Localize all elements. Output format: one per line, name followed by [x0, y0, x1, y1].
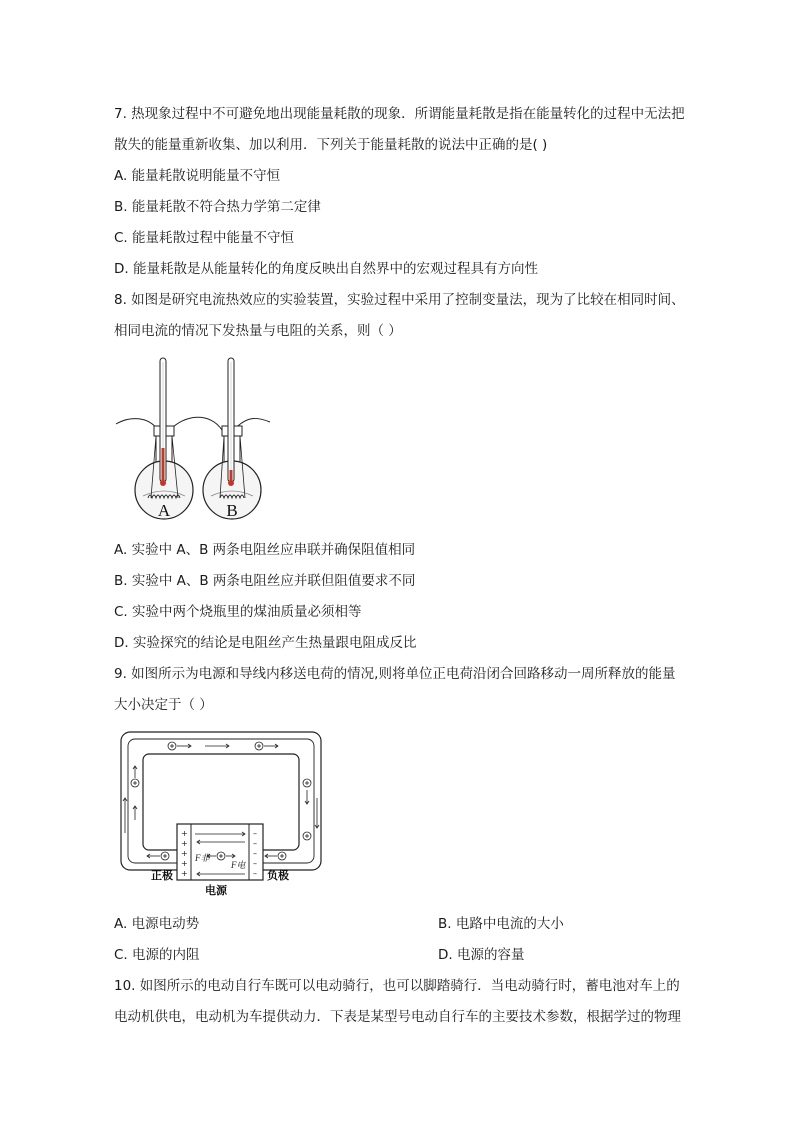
svg-text:+: +	[181, 869, 188, 878]
q9-circuit-figure	[117, 728, 325, 900]
flask-a	[135, 358, 193, 520]
q7-option-c: C. 能量耗散过程中能量不守恒	[114, 230, 295, 246]
q7-option-d: D. 能量耗散是从能量转化的角度反映出自然界中的宏观过程具有方向性	[114, 261, 538, 277]
svg-text:–: –	[253, 849, 257, 858]
svg-text:–: –	[253, 839, 257, 848]
q7-stem-line2: 散失的能量重新收集、加以利用．下列关于能量耗散的说法中正确的是( )	[114, 137, 548, 153]
svg-text:–: –	[253, 829, 257, 838]
q8-stem-line2: 相同电流的情况下发热量与电阻的关系，则（ ）	[114, 323, 402, 339]
flask-a-label: A	[157, 501, 171, 520]
q7-option-b: B. 能量耗散不符合热力学第二定律	[114, 199, 321, 215]
q9-option-d: D. 电源的容量	[438, 947, 525, 963]
q8-stem-line1: 8. 如图是研究电流热效应的实验装置，实验过程中采用了控制变量法，现为了比较在相同时间、	[114, 292, 685, 308]
q10-stem-line1: 10. 如图所示的电动自行车既可以电动骑行，也可以脚踏骑行．当电动骑行时，蓄电池对车上的	[114, 978, 680, 994]
q9-option-b: B. 电路中电流的大小	[438, 916, 564, 932]
power-source-label: 电源	[205, 884, 227, 897]
svg-text:+: +	[181, 859, 188, 868]
q10-stem-line2: 电动机供电，电动机为车提供动力．下表是某型号电动自行车的主要技术参数，根据学过的物理	[114, 1009, 681, 1025]
q9-option-c: C. 电源的内阻	[114, 947, 200, 963]
q9-stem-line1: 9. 如图所示为电源和导线内移送电荷的情况,则将单位正电荷沿闭合回路移动一周所释放的能量	[114, 666, 676, 682]
q8-flask-apparatus-figure	[110, 352, 285, 527]
q8-option-c: C. 实验中两个烧瓶里的煤油质量必须相等	[114, 604, 362, 620]
q7-option-a: A. 能量耗散说明能量不守恒	[114, 168, 281, 184]
q8-option-a: A. 实验中 A、B 两条电阻丝应串联并确保阻值相同	[114, 542, 416, 558]
svg-text:+: +	[181, 839, 188, 848]
svg-text:–: –	[253, 859, 257, 868]
q9-option-a: A. 电源电动势	[114, 916, 200, 932]
q7-stem-line1: 7. 热现象过程中不可避免地出现能量耗散的现象．所谓能量耗散是指在能量转化的过程中无法把	[114, 106, 685, 122]
positive-terminal-label: 正极	[151, 869, 173, 882]
force-electric-label: F电	[231, 860, 246, 870]
svg-text:+: +	[181, 829, 188, 838]
svg-text:–: –	[253, 869, 257, 878]
flask-b	[203, 358, 261, 520]
force-nonelectric-label: F非	[195, 853, 210, 863]
q9-stem-line2: 大小决定于（ ）	[114, 697, 213, 713]
flask-b-label: B	[226, 501, 238, 520]
q8-option-d: D. 实验探究的结论是电阻丝产生热量跟电阻成反比	[114, 635, 417, 651]
q8-option-b: B. 实验中 A、B 两条电阻丝应并联但阻值要求不同	[114, 573, 416, 589]
negative-terminal-label: 负极	[267, 869, 289, 882]
svg-text:+: +	[181, 849, 188, 858]
